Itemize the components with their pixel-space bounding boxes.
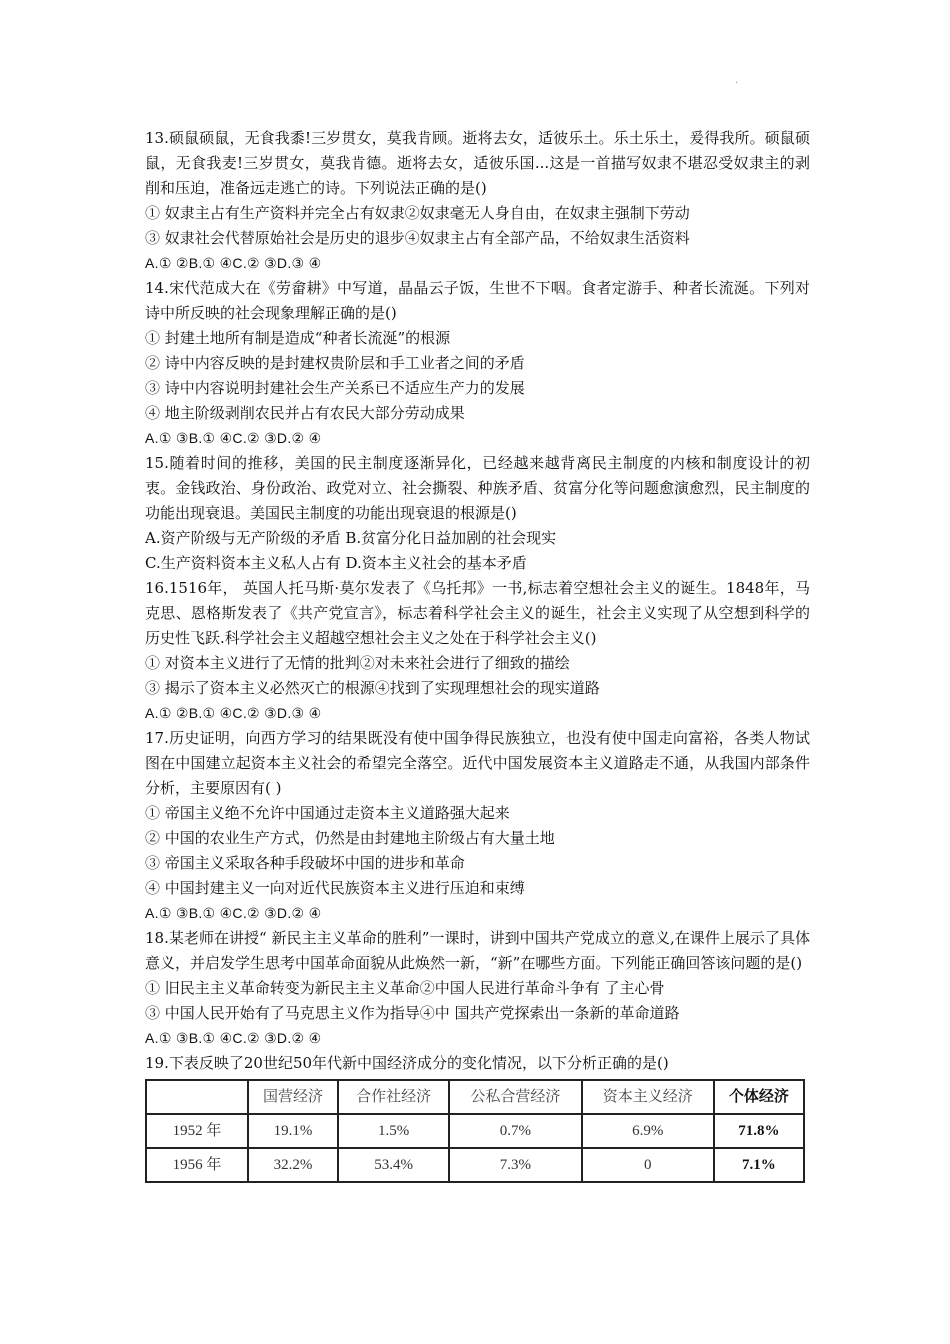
- question-18: [145, 926, 810, 1051]
- table-header-cell: 资本主义经济: [582, 1080, 714, 1114]
- table-header-cell: 公私合营经济: [449, 1080, 581, 1114]
- option-line: ① 帝国主义绝不允许中国通过走资本主义道路强大起来: [145, 804, 510, 822]
- table-cell: 7.3%: [449, 1148, 581, 1182]
- table-cell: 7.1%: [714, 1148, 804, 1182]
- question-19: [145, 1051, 810, 1076]
- answer-choices: A.① ②B.① ④C.② ③D.③ ④: [145, 255, 322, 271]
- option-line: ① 旧民主主义革命转变为新民主主义革命②中国人民进行革命斗争有 了主心骨: [145, 979, 665, 997]
- table-cell: 0.7%: [449, 1114, 581, 1148]
- question-stem: 17.历史证明，向西方学习的结果既没有使中国争得民族独立，也没有使中国走向富裕，各类人物试图在中国建立起资本主义社会的希望完全落空。近代中国发展资本主义道路走不通，从我国内部条件分析，主要原因有( ): [145, 729, 810, 797]
- corner-mark: ·: [735, 78, 739, 89]
- question-stem: 19.下表反映了20世纪50年代新中国经济成分的变化情况，以下分析正确的是(): [145, 1054, 669, 1072]
- option-line: ③ 揭示了资本主义必然灭亡的根源④找到了实现理想社会的现实道路: [145, 679, 600, 697]
- question-16: [145, 576, 810, 726]
- table-cell: 32.2%: [248, 1148, 338, 1182]
- question-list: [145, 126, 810, 1183]
- option-line: A.资产阶级与无产阶级的矛盾 B.贫富分化日益加剧的社会现实: [145, 529, 557, 547]
- question-stem: 16.1516年， 英国人托马斯·莫尔发表了《乌托邦》一书,标志着空想社会主义的诞生。1848年，马克思、恩格斯发表了《共产党宣言》，标志着科学社会主义的诞生，社会主义实现了从空想到科学的历史性飞跃.科学社会主义超越空想社会主义之处在于科学社会主义(): [145, 579, 810, 647]
- economy-table: [145, 1079, 805, 1183]
- table-header-cell: 个体经济: [714, 1080, 804, 1114]
- option-line: C.生产资料资本主义私人占有 D.资本主义社会的基本矛盾: [145, 554, 527, 572]
- table-row: [146, 1114, 804, 1148]
- table-row: [146, 1148, 804, 1182]
- question-stem: 14.宋代范成大在《劳畲耕》中写道，晶晶云子饭，生世不下咽。食者定游手、种者长流涎。下列对诗中所反映的社会现象理解正确的是(): [145, 279, 810, 322]
- question-14: [145, 276, 810, 451]
- answer-choices: A.① ③B.① ④C.② ③D.② ④: [145, 430, 322, 446]
- table-header-cell: 国营经济: [248, 1080, 338, 1114]
- option-line: ④ 中国封建主义一向对近代民族资本主义进行压迫和束缚: [145, 879, 525, 897]
- question-15: [145, 451, 810, 576]
- answer-choices: A.① ③B.① ④C.② ③D.② ④: [145, 1030, 322, 1046]
- table-cell: 1.5%: [338, 1114, 449, 1148]
- option-line: ③ 帝国主义采取各种手段破坏中国的进步和革命: [145, 854, 465, 872]
- table-header-cell: 合作社经济: [338, 1080, 449, 1114]
- table-header-cell: [146, 1080, 248, 1114]
- table-cell: 6.9%: [582, 1114, 714, 1148]
- question-17: [145, 726, 810, 926]
- option-line: ② 诗中内容反映的是封建权贵阶层和手工业者之间的矛盾: [145, 354, 525, 372]
- table-cell: 71.8%: [714, 1114, 804, 1148]
- option-line: ② 中国的农业生产方式，仍然是由封建地主阶级占有大量土地: [145, 829, 555, 847]
- option-line: ① 封建土地所有制是造成“种者长流涎”的根源: [145, 329, 451, 347]
- option-line: ① 奴隶主占有生产资料并完全占有奴隶②奴隶毫无人身自由，在奴隶主强制下劳动: [145, 204, 690, 222]
- table-cell: 53.4%: [338, 1148, 449, 1182]
- answer-choices: A.① ②B.① ④C.② ③D.③ ④: [145, 705, 322, 721]
- question-stem: 15.随着时间的推移，美国的民主制度逐渐异化，已经越来越背离民主制度的内核和制度设计的初衷。金钱政治、身份政治、政党对立、社会撕裂、种族矛盾、贫富分化等问题愈演愈烈，民主制度的功能出现衰退。美国民主制度的功能出现衰退的根源是(): [145, 454, 810, 522]
- option-line: ④ 地主阶级剥削农民并占有农民大部分劳动成果: [145, 404, 465, 422]
- table-cell: 0: [582, 1148, 714, 1182]
- answer-choices: A.① ③B.① ④C.② ③D.② ④: [145, 905, 322, 921]
- table-cell: 1956 年: [146, 1148, 248, 1182]
- question-13: [145, 126, 810, 276]
- question-stem: 18.某老师在讲授“ 新民主主义革命的胜利”一课时，讲到中国共产党成立的意义,在课件上展示了具体意义，并启发学生思考中国革命面貌从此焕然一新，“新”在哪些方面。下列能正确回答该问题的是(): [145, 929, 810, 972]
- option-line: ③ 奴隶社会代替原始社会是历史的退步④奴隶主占有全部产品，不给奴隶生活资料: [145, 229, 690, 247]
- option-line: ① 对资本主义进行了无情的批判②对未来社会进行了细致的描绘: [145, 654, 570, 672]
- table-cell: 19.1%: [248, 1114, 338, 1148]
- question-stem: 13.硕鼠硕鼠，无食我黍!三岁贯女，莫我肯顾。逝将去女，适彼乐土。乐土乐土，爰得我所。硕鼠硕鼠，无食我麦!三岁贯女，莫我肯德。逝将去女，适彼乐国...这是一首描写奴隶不堪忍受奴隶主的剥削和压迫，准备远走逃亡的诗。下列说法正确的是(): [145, 129, 810, 197]
- option-line: ③ 中国人民开始有了马克思主义作为指导④中 国共产党探索出一条新的革命道路: [145, 1004, 680, 1022]
- table-cell: 1952 年: [146, 1114, 248, 1148]
- table-header-row: [146, 1080, 804, 1114]
- option-line: ③ 诗中内容说明封建社会生产关系已不适应生产力的发展: [145, 379, 525, 397]
